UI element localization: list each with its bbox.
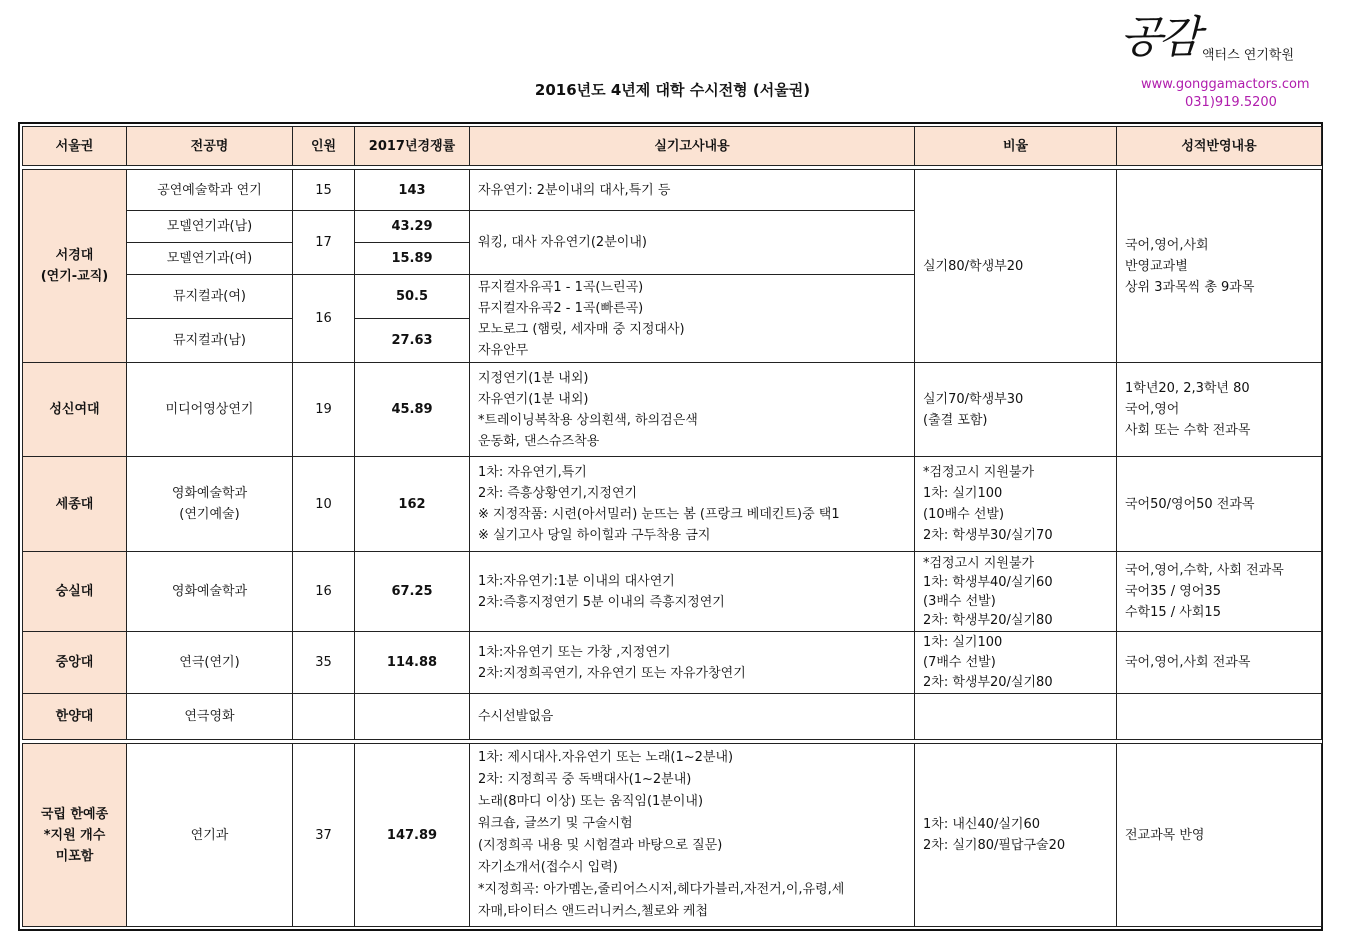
univ-cell: 세종대 xyxy=(23,457,127,552)
major-cell: 연극(연기) xyxy=(127,632,293,694)
logo-mark: 공감 xyxy=(1120,12,1198,63)
exam-cell: 뮤지컬자유곡1 - 1곡(느린곡) 뮤지컬자유곡2 - 1곡(빠른곡) 모노로그 (햄릿, 세자매 중 지정대사) 자유안무 xyxy=(470,275,915,363)
table-row xyxy=(23,457,1322,552)
major-cell: 미디어영상연기 xyxy=(127,363,293,457)
exam-cell: 1차:자유연기:1분 이내의 대사연기 2차:즉흥지정연기 5분 이내의 즉흥지정연기 xyxy=(470,552,915,632)
col-header: 2017년경쟁률 xyxy=(355,127,470,166)
table-row xyxy=(23,694,1322,740)
table-row xyxy=(23,632,1322,694)
ratio-cell: 1차: 내신40/실기60 2차: 실기80/필답구술20 xyxy=(915,744,1117,927)
count-cell: 10 xyxy=(293,457,355,552)
ratio-cell: 실기80/학생부20 xyxy=(915,170,1117,363)
rate-cell: 114.88 xyxy=(355,632,470,694)
website-url[interactable]: www.gonggamactors.com xyxy=(1141,77,1310,92)
count-cell: 19 xyxy=(293,363,355,457)
count-cell: 35 xyxy=(293,632,355,694)
major-cell: 모델연기과(여) xyxy=(127,243,293,275)
col-header: 실기고사내용 xyxy=(470,127,915,166)
rate-cell: 15.89 xyxy=(355,243,470,275)
rate-cell: 27.63 xyxy=(355,319,470,363)
major-cell: 연극영화 xyxy=(127,694,293,740)
grade-cell: 국어,영어,사회 전과목 xyxy=(1117,632,1322,694)
univ-cell: 숭실대 xyxy=(23,552,127,632)
grade-cell: 국어,영어,사회 반영교과별 상위 3과목씩 총 9과목 xyxy=(1117,170,1322,363)
exam-cell: 자유연기: 2분이내의 대사,특기 등 xyxy=(470,170,915,211)
ratio-cell: *검정고시 지원불가 1차: 실기100 (10배수 선발) 2차: 학생부30/실기70 xyxy=(915,457,1117,552)
rate-cell: 147.89 xyxy=(355,744,470,927)
exam-cell: 1차: 제시대사.자유연기 또는 노래(1~2분내) 2차: 지정희곡 중 독백대사(1~2분내) 노래(8마디 이상) 또는 움직임(1분이내) 워크숍, 글쓰기 및 구술시험 (지정희곡 내용 및 시험결과 바탕으로 질문) 자기소개서(접수시 입력) *지정희곡: 아가멤논,줄리어스시저,헤다가블러,자전거,이,유령,세 자매,타이터스 앤드러니커스,첼로와 케첩 xyxy=(470,744,915,927)
table-row xyxy=(23,744,1322,927)
ratio-cell: 1차: 실기100 (7배수 선발) 2차: 학생부20/실기80 xyxy=(915,632,1117,694)
grade-cell: 1학년20, 2,3학년 80 국어,영어 사회 또는 수학 전과목 xyxy=(1117,363,1322,457)
univ-cell: 성신여대 xyxy=(23,363,127,457)
univ-cell: 서경대 (연기-교직) xyxy=(23,170,127,363)
count-cell: 15 xyxy=(293,170,355,211)
exam-cell: 워킹, 대사 자유연기(2분이내) xyxy=(470,211,915,275)
rate-cell: 50.5 xyxy=(355,275,470,319)
col-header: 성적반영내용 xyxy=(1117,127,1322,166)
col-header: 비율 xyxy=(915,127,1117,166)
exam-cell: 1차:자유연기 또는 가창 ,지정연기 2차:지정희곡연기, 자유연기 또는 자유가창연기 xyxy=(470,632,915,694)
ratio-cell xyxy=(915,694,1117,740)
univ-cell: 중앙대 xyxy=(23,632,127,694)
count-cell: 16 xyxy=(293,552,355,632)
rate-cell: 143 xyxy=(355,170,470,211)
grade-cell xyxy=(1117,694,1322,740)
univ-cell: 한양대 xyxy=(23,694,127,740)
rate-cell: 45.89 xyxy=(355,363,470,457)
admission-table xyxy=(22,126,1322,927)
grade-cell: 국어,영어,수학, 사회 전과목 국어35 / 영어35 수학15 / 사회15 xyxy=(1117,552,1322,632)
ratio-cell: 실기70/학생부30 (출결 포함) xyxy=(915,363,1117,457)
exam-cell: 수시선발없음 xyxy=(470,694,915,740)
table-row xyxy=(23,363,1322,457)
major-cell: 모델연기과(남) xyxy=(127,211,293,243)
header-row xyxy=(23,127,1322,166)
grade-cell: 국어50/영어50 전과목 xyxy=(1117,457,1322,552)
col-header: 전공명 xyxy=(127,127,293,166)
exam-cell: 지정연기(1분 내외) 자유연기(1분 내외) *트레이닝복착용 상의흰색, 하의검은색 운동화, 댄스슈즈착용 xyxy=(470,363,915,457)
count-cell xyxy=(293,694,355,740)
rate-cell: 43.29 xyxy=(355,211,470,243)
phone-number: 031)919.5200 xyxy=(1185,95,1277,110)
exam-cell: 1차: 자유연기,특기 2차: 즉흥상황연기,지정연기 ※ 지정작품: 시련(아서밀러) 눈뜨는 봄 (프랑크 베데킨트)중 택1 ※ 실기고사 당일 하이힐과 구두착용 금지 xyxy=(470,457,915,552)
academy-logo xyxy=(1120,10,1320,70)
rate-cell xyxy=(355,694,470,740)
logo-text: 액터스 연기학원 xyxy=(1202,48,1295,63)
count-cell: 17 xyxy=(293,211,355,275)
grade-cell: 전교과목 반영 xyxy=(1117,744,1322,927)
document-title: 2016년도 4년제 대학 수시전형 (서울권) xyxy=(534,81,811,99)
univ-cell: 국립 한예종 *지원 개수 미포함 xyxy=(23,744,127,927)
rate-cell: 162 xyxy=(355,457,470,552)
major-cell: 뮤지컬과(남) xyxy=(127,319,293,363)
major-cell: 연기과 xyxy=(127,744,293,927)
count-cell: 37 xyxy=(293,744,355,927)
count-cell: 16 xyxy=(293,275,355,363)
col-header: 인원 xyxy=(293,127,355,166)
col-header: 서울권 xyxy=(23,127,127,166)
rate-cell: 67.25 xyxy=(355,552,470,632)
major-cell: 뮤지컬과(여) xyxy=(127,275,293,319)
major-cell: 영화예술학과 (연기예술) xyxy=(127,457,293,552)
major-cell: 영화예술학과 xyxy=(127,552,293,632)
table-row xyxy=(23,170,1322,211)
table-row xyxy=(23,552,1322,632)
ratio-cell: *검정고시 지원불가 1차: 학생부40/실기60 (3배수 선발) 2차: 학생부20/실기80 xyxy=(915,552,1117,632)
major-cell: 공연예술학과 연기 xyxy=(127,170,293,211)
